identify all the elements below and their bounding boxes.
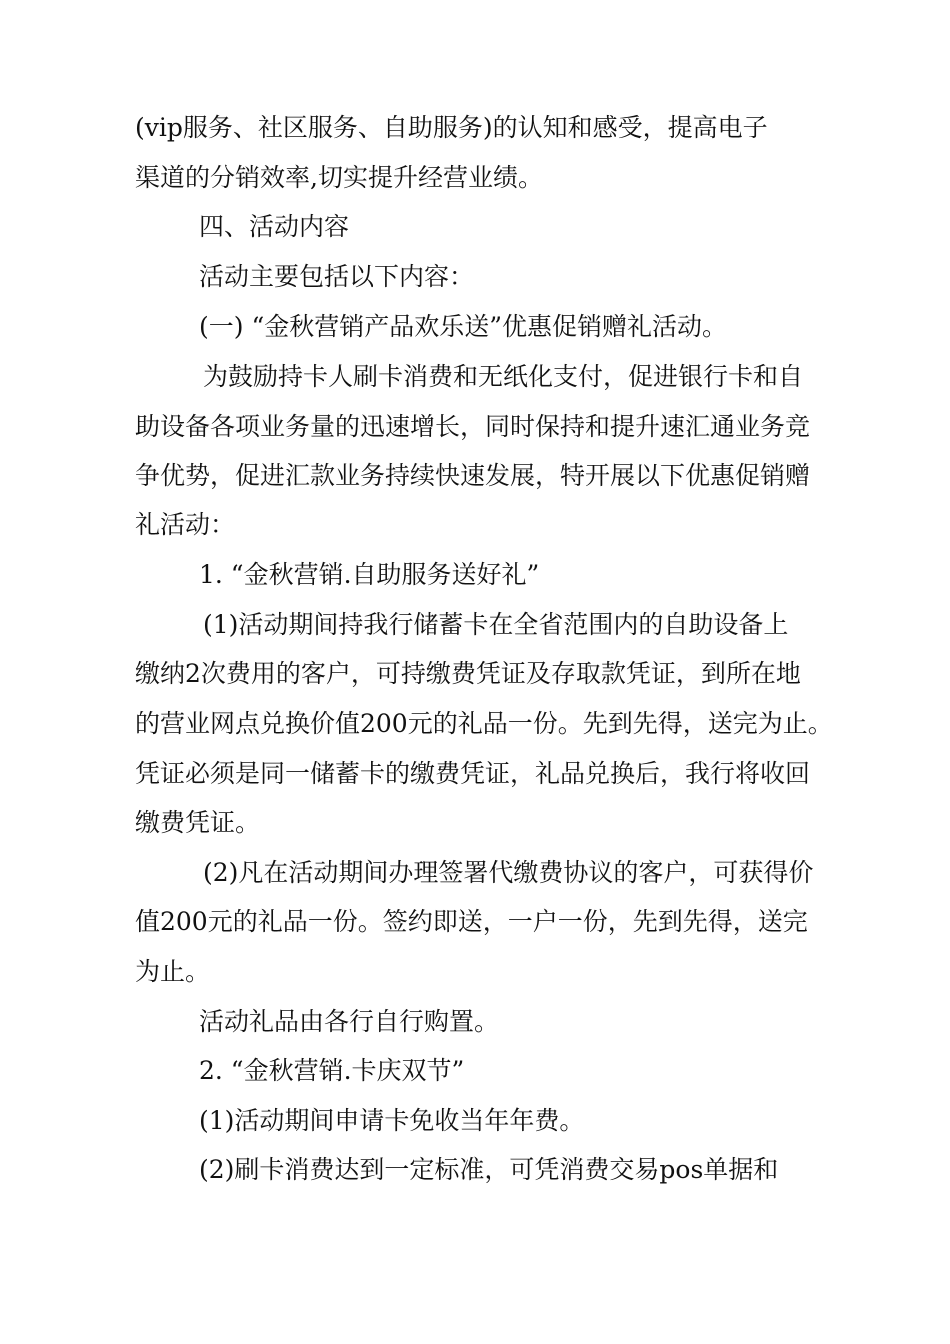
text-line: (2)刷卡消费达到一定标准，可凭消费交易pos单据和 bbox=[199, 1155, 779, 1184]
text-line: 活动礼品由各行自行购置。 bbox=[199, 1007, 500, 1036]
text-line: 助设备各项业务量的迅速增长，同时保持和提升速汇通业务竞 bbox=[135, 412, 811, 441]
text-line: 争优势，促进汇款业务持续快速发展，特开展以下优惠促销赠 bbox=[135, 461, 811, 490]
subsection-heading: (一) “金秋营销产品欢乐送”优惠促销赠礼活动。 bbox=[199, 312, 728, 341]
text-line: (1)活动期间持我行储蓄卡在全省范围内的自助设备上 bbox=[203, 610, 789, 639]
text-line: 值200元的礼品一份。签约即送，一户一份，先到先得，送完 bbox=[135, 907, 808, 936]
text-line: 礼活动： bbox=[135, 510, 236, 539]
text-line: (vip服务、社区服务、自助服务)的认知和感受，提高电子 bbox=[135, 113, 768, 142]
text-line: 为止。 bbox=[135, 957, 211, 986]
text-line: 渠道的分销效率,切实提升经营业绩。 bbox=[135, 163, 543, 192]
text-line: 活动主要包括以下内容： bbox=[199, 262, 475, 291]
text-line: (1)活动期间申请卡免收当年年费。 bbox=[199, 1106, 585, 1135]
text-line: (2)凡在活动期间办理签署代缴费协议的客户，可获得价 bbox=[203, 858, 814, 887]
item-heading: 2. “金秋营销.卡庆双节” bbox=[199, 1056, 465, 1085]
item-heading: 1. “金秋营销.自助服务送好礼” bbox=[199, 560, 540, 589]
text-line: 缴纳2次费用的客户，可持缴费凭证及存取款凭证，到所在地 bbox=[135, 659, 801, 688]
text-line: 缴费凭证。 bbox=[135, 808, 261, 837]
text-line: 凭证必须是同一储蓄卡的缴费凭证，礼品兑换后，我行将收回 bbox=[135, 759, 811, 788]
text-line: 的营业网点兑换价值200元的礼品一份。先到先得，送完为止。 bbox=[135, 709, 833, 738]
section-heading: 四、活动内容 bbox=[199, 212, 350, 241]
text-line: 为鼓励持卡人刷卡消费和无纸化支付，促进银行卡和自 bbox=[203, 362, 804, 391]
